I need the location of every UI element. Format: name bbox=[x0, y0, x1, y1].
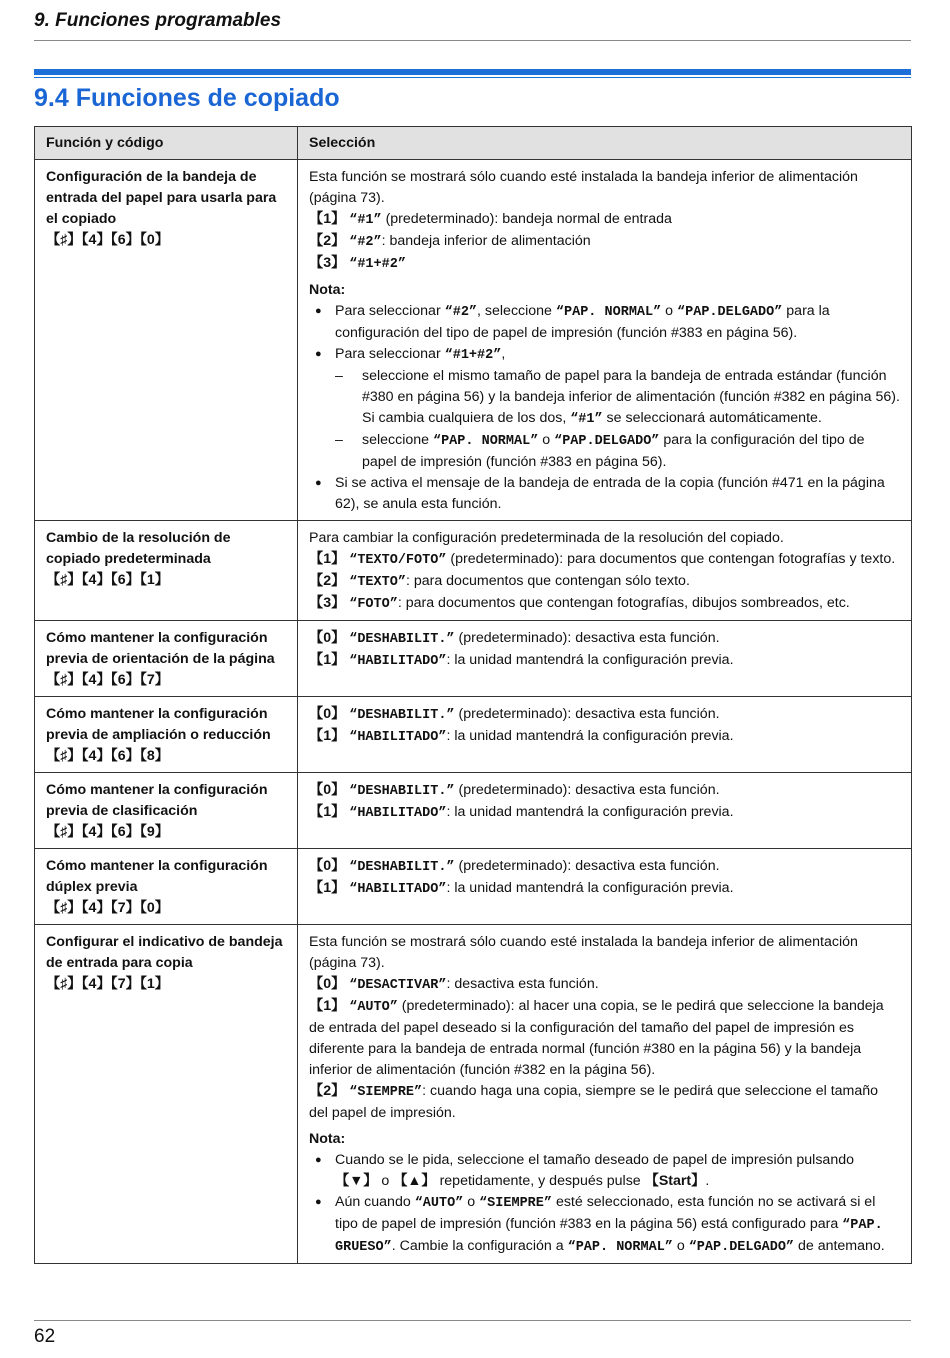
option-key: 【2】 bbox=[309, 233, 346, 249]
table-row bbox=[35, 697, 912, 773]
function-code: 【♯】【4】【7】【1】 bbox=[46, 976, 169, 992]
selection-intro: Para cambiar la configuración predeterminada de la resolución del copiado. bbox=[309, 530, 784, 546]
function-name: Cómo mantener la configuración previa de orientación de la página bbox=[46, 630, 275, 667]
note-list bbox=[309, 1150, 900, 1258]
function-name: Configuración de la bandeja de entrada del papel para usarla para el copiado bbox=[46, 169, 277, 227]
function-name: Configurar el indicativo de bandeja de entrada para copia bbox=[46, 934, 283, 971]
option-line: 【1】 “HABILITADO”: la unidad mantendrá la configuración previa. bbox=[309, 880, 734, 897]
note-item: ● Para seleccionar “#2”, seleccione “PAP. NORMAL” o “PAP.DELGADO” para la configuración del tipo de papel de impresión (función #383 en página 56). bbox=[335, 301, 900, 344]
footer-rule bbox=[34, 1320, 911, 1321]
option-line: 【0】 “DESHABILIT.” (predeterminado): desactiva esta función. bbox=[309, 630, 720, 647]
function-code: 【♯】【4】【6】【0】 bbox=[46, 232, 169, 248]
option-value: “#2” bbox=[349, 235, 382, 250]
table-row bbox=[35, 621, 912, 697]
option-line: 【1】 “HABILITADO”: la unidad mantendrá la configuración previa. bbox=[309, 728, 734, 745]
option-value: “#1+#2” bbox=[349, 257, 406, 272]
function-name: Cambio de la resolución de copiado predeterminada bbox=[46, 530, 231, 567]
table-row bbox=[35, 521, 912, 621]
option-line: 【0】 “DESHABILIT.” (predeterminado): desactiva esta función. bbox=[309, 858, 720, 875]
table-row bbox=[35, 160, 912, 521]
function-code: 【♯】【4】【6】【9】 bbox=[46, 824, 169, 840]
function-cell bbox=[35, 925, 298, 1264]
selection-cell bbox=[298, 521, 912, 621]
selection-cell bbox=[298, 697, 912, 773]
function-name: Cómo mantener la configuración previa de clasificación bbox=[46, 782, 268, 819]
function-code: 【♯】【4】【6】【7】 bbox=[46, 672, 169, 688]
option-line: 【1】 “HABILITADO”: la unidad mantendrá la configuración previa. bbox=[309, 804, 734, 821]
note-list bbox=[309, 301, 900, 515]
note-item: ● Para seleccionar “#1+#2”, – seleccione el mismo tamaño de papel para la bandeja de entrada estándar (función #380 en página 56) y la bandeja inferior de alimentación (función #382 en página 56). Si cambia cualquiera de los dos, “#1” se seleccionará automáticamente. – seleccione “PAP. NORMAL” o “PAP.DELGADO” para la configuración del tipo de papel de impresión (función #383 en página 56). bbox=[335, 344, 900, 473]
chapter-title: 9. Funciones programables bbox=[34, 10, 282, 31]
function-cell bbox=[35, 621, 298, 697]
function-code: 【♯】【4】【6】【1】 bbox=[46, 572, 169, 588]
function-cell bbox=[35, 697, 298, 773]
option-line: 【1】 “TEXTO/FOTO” (predeterminado): para documentos que contengan fotografías y texto. bbox=[309, 551, 896, 568]
function-cell bbox=[35, 160, 298, 521]
option-line bbox=[309, 209, 900, 231]
note-subitem: – seleccione el mismo tamaño de papel para la bandeja de entrada estándar (función #380 en página 56) y la bandeja inferior de alimentación (función #382 en página 56). Si cambia cualquiera de los dos, “#1” se seleccionará automáticamente. bbox=[362, 366, 900, 430]
function-name: Cómo mantener la configuración dúplex previa bbox=[46, 858, 268, 895]
note-subitem: – seleccione “PAP. NORMAL” o “PAP.DELGADO” para la configuración del tipo de papel de impresión (función #383 en página 56). bbox=[362, 430, 900, 473]
option-line: 【0】 “DESHABILIT.” (predeterminado): desactiva esta función. bbox=[309, 706, 720, 723]
note-sublist bbox=[335, 366, 900, 473]
section-title: 9.4 Funciones de copiado bbox=[34, 84, 340, 112]
selection-cell bbox=[298, 160, 912, 521]
function-code: 【♯】【4】【7】【0】 bbox=[46, 900, 169, 916]
option-line: 【3】 “FOTO”: para documentos que contengan fotografías, dibujos sombreados, etc. bbox=[309, 595, 850, 612]
table-row bbox=[35, 773, 912, 849]
column-header-function: Función y código bbox=[35, 127, 298, 160]
option-key: 【3】 bbox=[309, 255, 346, 271]
option-line: 【2】 “TEXTO”: para documentos que contengan sólo texto. bbox=[309, 573, 690, 590]
option-line bbox=[309, 253, 900, 275]
column-header-selection: Selección bbox=[298, 127, 912, 160]
table-header-row bbox=[35, 127, 912, 160]
option-line: 【0】 “DESACTIVAR”: desactiva esta función. bbox=[309, 976, 599, 993]
function-name: Cómo mantener la configuración previa de ampliación o reducción bbox=[46, 706, 271, 743]
note-heading: Nota: bbox=[309, 1131, 346, 1147]
header-rule bbox=[34, 40, 911, 41]
selection-cell bbox=[298, 773, 912, 849]
option-line: 【2】 “SIEMPRE”: cuando haga una copia, siempre se le pedirá que seleccione el tamaño del papel de impresión. bbox=[309, 1083, 879, 1121]
option-line: 【1】 “HABILITADO”: la unidad mantendrá la configuración previa. bbox=[309, 652, 734, 669]
function-code: 【♯】【4】【6】【8】 bbox=[46, 748, 169, 764]
section-bar-thin bbox=[34, 77, 911, 78]
note-item: ● Cuando se le pida, seleccione el tamaño deseado de papel de impresión pulsando 【▼】 o 【▲】 repetidamente, y después pulse 【Start】. bbox=[335, 1150, 900, 1192]
selection-cell bbox=[298, 925, 912, 1264]
note-item: ● Aún cuando “AUTO” o “SIEMPRE” esté seleccionado, esta función no se activará si el tipo de papel de impresión (función #383 en la página 56) está configurado para “PAP. GRUESO”. Cambie la configuración a “PAP. NORMAL” o “PAP.DELGADO” de antemano. bbox=[335, 1192, 900, 1258]
option-text: (predeterminado): bandeja normal de entrada bbox=[381, 211, 672, 227]
function-cell bbox=[35, 521, 298, 621]
note-heading: Nota: bbox=[309, 282, 346, 298]
table-row bbox=[35, 925, 912, 1264]
option-value: “#1” bbox=[349, 213, 382, 228]
selection-cell bbox=[298, 621, 912, 697]
note-item: ● Si se activa el mensaje de la bandeja de entrada de la copia (función #471 en la página 62), se anula esta función. bbox=[335, 473, 900, 515]
option-text: : bandeja inferior de alimentación bbox=[381, 233, 591, 249]
functions-table bbox=[34, 126, 912, 1264]
option-line bbox=[309, 231, 900, 253]
table-row bbox=[35, 849, 912, 925]
selection-cell bbox=[298, 849, 912, 925]
option-key: 【1】 bbox=[309, 211, 346, 227]
option-line: 【0】 “DESHABILIT.” (predeterminado): desactiva esta función. bbox=[309, 782, 720, 799]
page-number: 62 bbox=[34, 1326, 56, 1347]
function-cell bbox=[35, 773, 298, 849]
option-line: 【1】 “AUTO” (predeterminado): al hacer una copia, se le pedirá que seleccione la bandeja de entrada del papel deseado si la configuración del tamaño del papel de impresión es diferente para la bandeja de entrada normal (función #380 en la página 56) y la bandeja inferior de alimentación (función #382 en la página 56). bbox=[309, 998, 884, 1078]
selection-intro: Esta función se mostrará sólo cuando esté instalada la bandeja inferior de alimentación (página 73). bbox=[309, 934, 858, 971]
selection-intro: Esta función se mostrará sólo cuando esté instalada la bandeja inferior de alimentación (página 73). bbox=[309, 169, 858, 206]
section-bar bbox=[34, 69, 911, 75]
function-cell bbox=[35, 849, 298, 925]
